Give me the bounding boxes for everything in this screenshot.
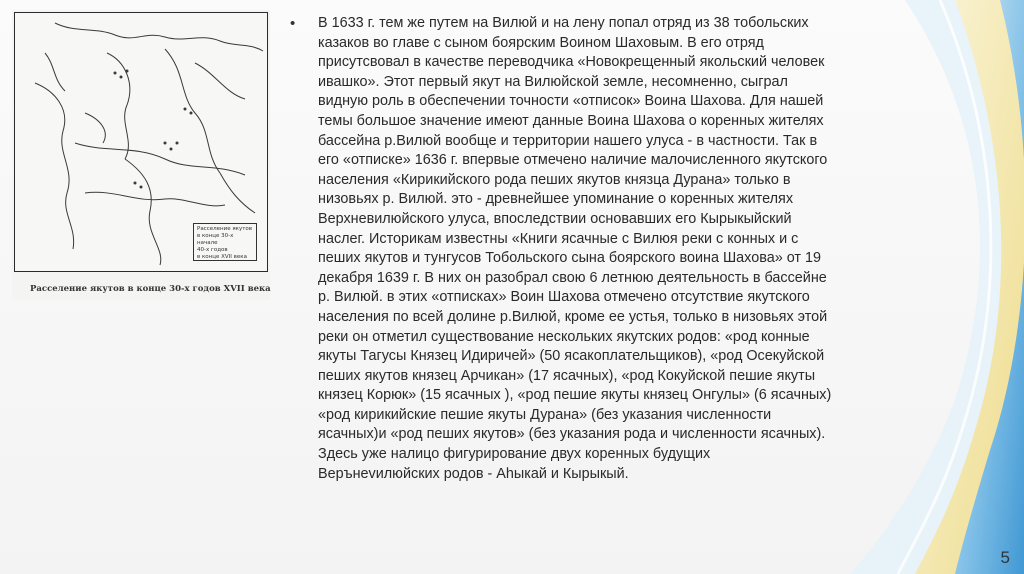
legend-line: в конце 30-х начале <box>197 233 234 246</box>
legend-line: 40-х годов <box>197 247 228 253</box>
map-frame <box>14 12 268 272</box>
map-caption: Расселение якутов в конце 30-х годов XVII века <box>30 284 271 294</box>
bullet-point: • <box>290 15 296 32</box>
body-paragraph: В 1633 г. тем же путем на Вилюй и на лену попал отряд из 38 тобольских казаков во главе с сыном боярским Воином Шаховым. В его отряд присутсвовал в качестве переводчика «Новокрещенный якольский человек ивашко». Этот первый якут на Вилюйской земле, несомненно, сыграл видную роль в обеспечении точности «отписок» Воина Шахова. Для нашей темы большое значение имеют данные Воина Шахова о коренных жителях бассейна р.Вилюй вообще и территории нашего улуса - в частности. Так в его «отписке» 1636 г. впервые отмечено наличие малочисленного якутского населения «Кирикийского рода пеших якутов князца Дурана» только в низовьях р. Вилюй. это - древнейшее упоминание о коренных жителях Верхневилюйского улуса, впоследствии основавших его Кырыкыйский наслег. Историкам известны «Книги ясачные с Вилюя реки с конных и с пеших якутов и тунгусов Тобольского сына боярского воина Шахова» от 19 декабря 1639 г. В них он разобрал свою 6 летнюю деятельность в бассейне р. Вилюй. в этих «отписках» Воин Шахова отмечено отсутствие якутского населения по всей долине р.Вилюй, кроме ее устья, только в низовьях этой реки он отметил существование нескольких якутских родов: «род конные якуты Тагусы Князец Идиричей» (50 ясакоплательщиков), «род Осекуйской пеших якутов князец Арчикан» (17 ясачных), «род Кокуйской пешие якуты князец Корюк» (15 ясачных ), «род пешие якуты князец Онгулы» (6 ясачных) «род кирикийские пешие якуты Дурана» (без указания численности ясачных)и «род пеших якутов» (без указания рода и численности ясачных). Здесь уже налицо фигурирование двух коренных будущих Верънevилюйских родов - Аһыкай и Кырыкый. <box>318 15 832 482</box>
legend-line: Расселение якутов <box>197 226 253 232</box>
map-legend <box>193 223 257 261</box>
page-number: 5 <box>1000 548 1010 567</box>
legend-line: в конце XVII века <box>197 254 247 260</box>
historical-map-figure <box>12 10 270 300</box>
